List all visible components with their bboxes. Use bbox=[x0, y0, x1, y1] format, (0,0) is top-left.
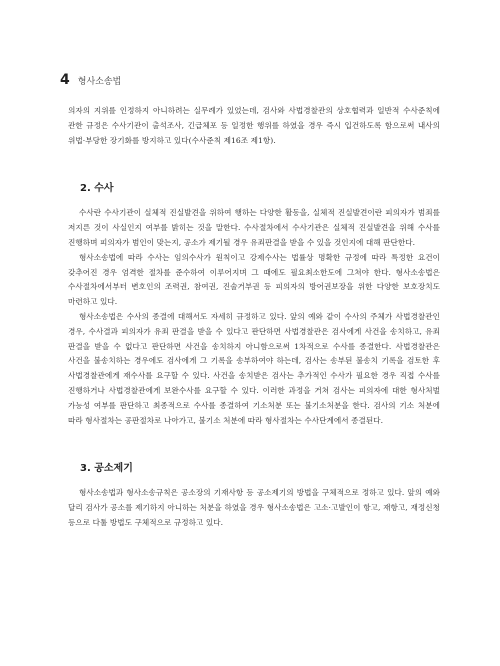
intro-paragraph: 의자의 지위를 인정하지 아니하려는 실무례가 있었는데, 검사와 사법경찰관의 상호협력과 일반적 수사준칙에 관한 규정은 수사기관이 출석조사, 긴급체포 등 일정한 행위를 하였을 경우 즉시 입건하도록 함으로써 내사의 위법·부당한 장기화를 방지하고 있다(수사준칙 제16조 제1항). bbox=[68, 106, 440, 145]
indictment-paragraph-1: 형사소송법과 형사소송규칙은 공소장의 기재사항 등 공소제기의 방법을 구체적으로 정하고 있다. 앞의 예와 달리 검사가 공소를 제기하지 아니하는 처분을 하였을 경우 형사소송법은 고소·고발인이 항고, 재항고, 재정신청 등으로 다툴 방법도 구체적으로 규정하고 있다. bbox=[68, 488, 440, 527]
section-heading-investigation: 2. 수사 bbox=[80, 183, 114, 195]
page-number: 4 bbox=[60, 72, 70, 88]
section-heading-indictment: 3. 공소제기 bbox=[80, 463, 133, 475]
investigation-paragraph-2: 형사소송법에 따라 수사는 임의수사가 원칙이고 강제수사는 법률상 명확한 규정에 따라 특정한 요건이 갖추어진 경우 엄격한 절차를 준수하여 이루어지며 그 때에도 필요최소한도에 그쳐야 한다. 형사소송법은 수사절차에서부터 변호인의 조력권, 참여권, 진술거부권 등 피의자의 방어권보장을 위한 다양한 보호장치도 마련하고 있다. bbox=[68, 252, 440, 307]
investigation-paragraph-1: 수사란 수사기관이 실체적 진실발견을 위하여 행하는 다양한 활동을, 실체적 진실발견이란 피의자가 범죄를 저지른 것이 사실인지 여부를 밝히는 것을 말한다. 수사절차에서 수사기관은 실체적 진실발견을 위해 수사를 진행하며 피의자가 범인이 맞는지, 공소가 제기될 경우 유죄판결을 받을 수 있을 것인지에 대해 판단한다. bbox=[68, 208, 440, 247]
book-title: 형사소송법 bbox=[77, 77, 122, 87]
running-header bbox=[60, 72, 121, 88]
body-content bbox=[68, 104, 440, 531]
investigation-paragraph-3: 형사소송법은 수사의 종결에 대해서도 자세히 규정하고 있다. 앞의 예와 같이 수사의 주체가 사법경찰관인 경우, 수사결과 피의자가 유죄 판결을 받을 수 있다고 판단하면 사법경찰관은 검사에게 사건을 송치하고, 유죄 판결을 받을 수 없다고 판단하면 사건을 송치하지 아니함으로써 1차적으로 수사를 종결한다. 사법경찰관은 사건을 불송치하는 경우에도 검사에게 그 기록을 송부하여야 하는데, 검사는 송부된 불송치 기록을 검토한 후 사법경찰관에게 재수사를 요구할 수 있다. 사건을 송치받은 검사는 추가적인 수사가 필요한 경우 직접 수사를 진행하거나 사법경찰관에게 보완수사를 요구할 수 있다. 이러한 과정을 거쳐 검사는 피의자에 대한 형사처벌 가능성 여부를 판단하고 최종적으로 수사를 종결하여 기소처분 또는 불기소처분을 한다. 검사의 기소 처분에 따라 형사절차는 공판절차로 나아가고, 불기소 처분에 따라 형사절차는 수사단계에서 종결된다. bbox=[68, 311, 440, 425]
